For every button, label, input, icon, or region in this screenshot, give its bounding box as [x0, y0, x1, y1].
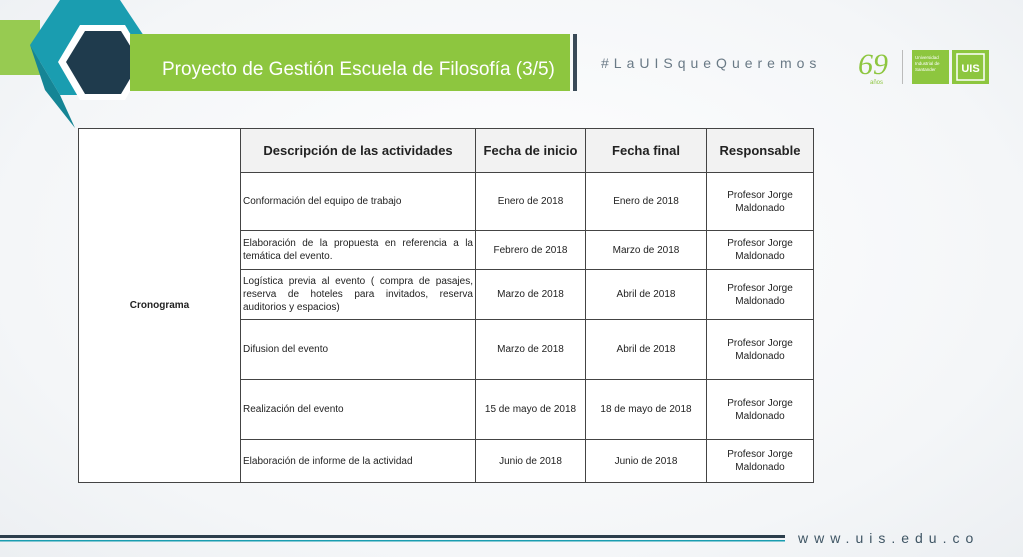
page-title: Proyecto de Gestión Escuela de Filosofía (3/5)	[162, 59, 555, 80]
end-date: Junio de 2018	[586, 440, 707, 483]
activity-description: Conformación del equipo de trabajo	[241, 173, 476, 231]
footer-lines	[0, 533, 790, 545]
brand-mark: UIS	[961, 63, 980, 75]
end-date: Abril de 2018	[586, 270, 707, 320]
start-date: 15 de mayo de 2018	[476, 380, 586, 440]
responsible: Profesor Jorge Maldonado	[707, 380, 814, 440]
start-date: Marzo de 2018	[476, 320, 586, 380]
column-header-start-date: Fecha de inicio	[476, 129, 586, 173]
activity-description: Elaboración de informe de la actividad	[241, 440, 476, 483]
table-header-row	[79, 129, 814, 173]
activity-description: Elaboración de la propuesta en referencia a la temática del evento.	[241, 231, 476, 270]
start-date: Junio de 2018	[476, 440, 586, 483]
hashtag-text: #LaUISqueQueremos	[601, 55, 822, 71]
uis-logo-icon	[858, 48, 992, 86]
column-header-description: Descripción de las actividades	[241, 129, 476, 173]
section-label: Cronograma	[79, 129, 241, 483]
university-name-line-1: Universidad	[915, 55, 939, 60]
university-name-line-3: Santander	[915, 67, 936, 72]
responsible: Profesor Jorge Maldonado	[707, 440, 814, 483]
university-logos	[858, 48, 992, 86]
column-header-end-date: Fecha final	[586, 129, 707, 173]
end-date: Abril de 2018	[586, 320, 707, 380]
activity-description: Realización del evento	[241, 380, 476, 440]
end-date: Enero de 2018	[586, 173, 707, 231]
start-date: Enero de 2018	[476, 173, 586, 231]
responsible: Profesor Jorge Maldonado	[707, 320, 814, 380]
activity-description: Logística previa al evento ( compra de pasajes, reserva de hoteles para invitados, reserva auditorios y espacios)	[241, 270, 476, 320]
header-divider	[573, 34, 577, 91]
footer-url[interactable]: www.uis.edu.co	[798, 530, 980, 546]
responsible: Profesor Jorge Maldonado	[707, 231, 814, 270]
start-date: Marzo de 2018	[476, 270, 586, 320]
schedule-table	[78, 128, 814, 483]
responsible: Profesor Jorge Maldonado	[707, 270, 814, 320]
anniversary-number: 69	[858, 48, 888, 81]
activity-description: Difusion del evento	[241, 320, 476, 380]
end-date: 18 de mayo de 2018	[586, 380, 707, 440]
university-name-line-2: Industrial de	[915, 61, 940, 66]
start-date: Febrero de 2018	[476, 231, 586, 270]
responsible: Profesor Jorge Maldonado	[707, 173, 814, 231]
anniversary-word: años	[870, 80, 884, 86]
column-header-responsible: Responsable	[707, 129, 814, 173]
end-date: Marzo de 2018	[586, 231, 707, 270]
